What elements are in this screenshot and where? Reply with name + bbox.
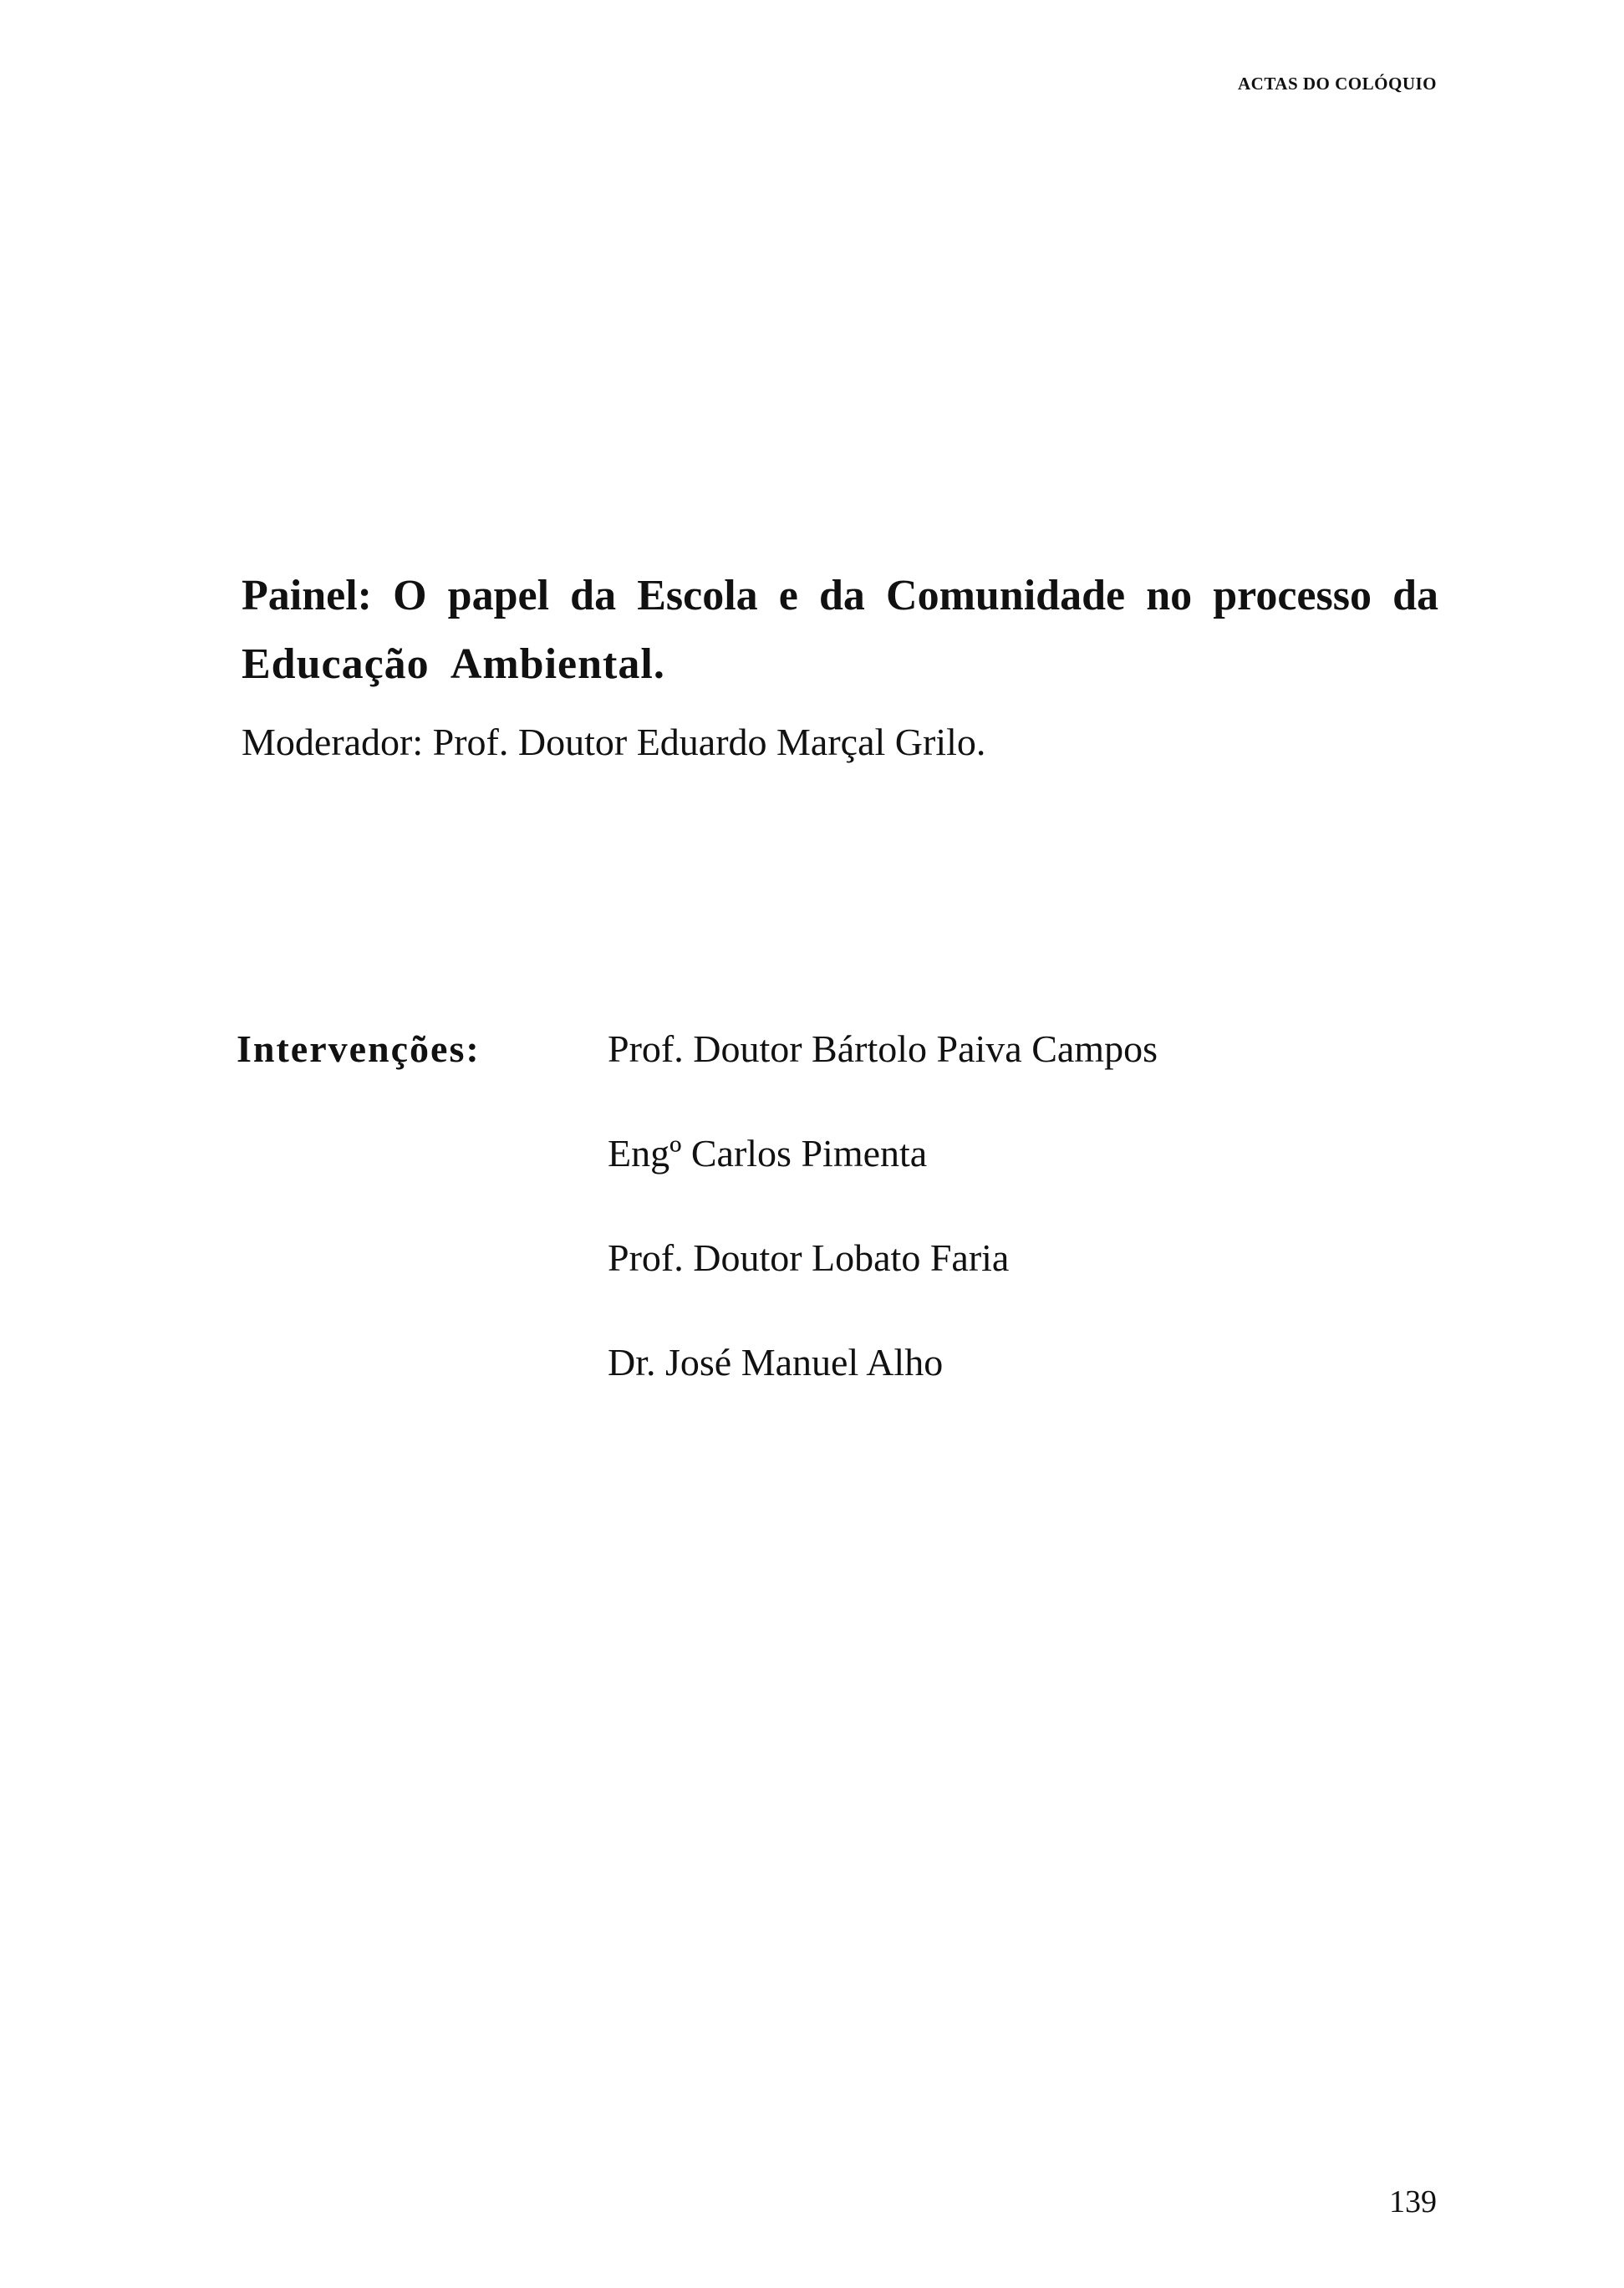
- panel-title-line-2: Educação Ambiental.: [242, 640, 665, 688]
- speaker-item: Dr. José Manuel Alho: [608, 1341, 944, 1384]
- speaker-item: Engº Carlos Pimenta: [608, 1132, 928, 1175]
- panel-title-line-1: Painel: O papel da Escola e da Comunidade no processo da: [242, 572, 1438, 619]
- page-number: 139: [1389, 2184, 1437, 2219]
- interventions-label: Intervenções:: [237, 1027, 481, 1070]
- speaker-list: [608, 1024, 1158, 1442]
- moderator-line: Moderador: Prof. Doutor Eduardo Marçal Grilo.: [242, 721, 986, 763]
- panel-title: [242, 562, 1438, 699]
- title-block: [242, 562, 1438, 767]
- running-header: ACTAS DO COLÓQUIO: [1238, 74, 1437, 94]
- speaker-item: Prof. Doutor Bártolo Paiva Campos: [608, 1027, 1158, 1070]
- speaker-item: Prof. Doutor Lobato Faria: [608, 1236, 1010, 1279]
